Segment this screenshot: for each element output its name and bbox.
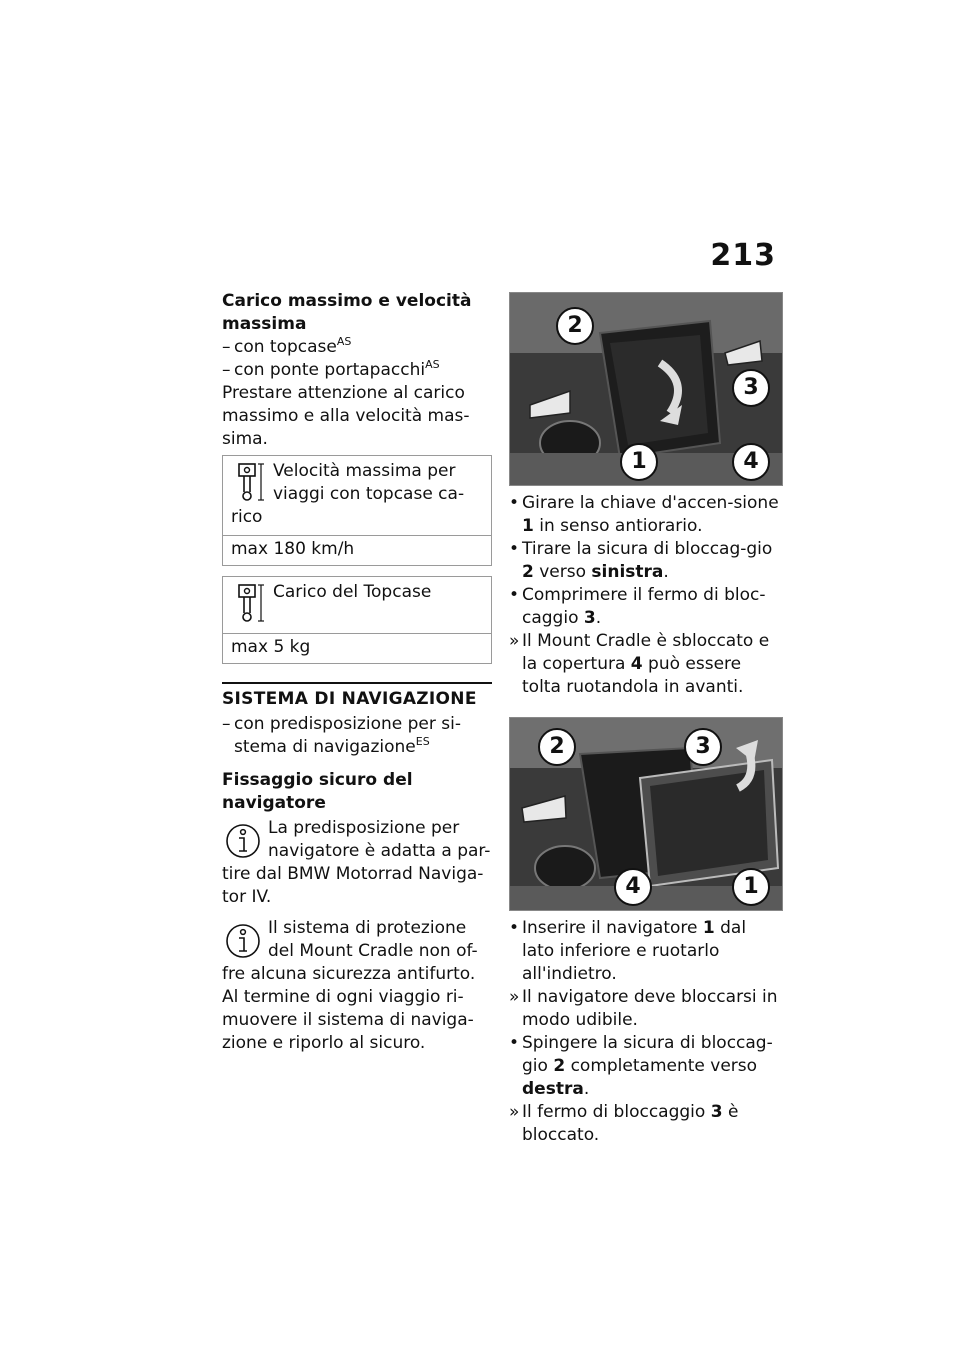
callout-2: 2 [538,728,576,766]
section-title-navigation: SISTEMA DI NAVIGAZIONE [222,682,492,711]
requirement-luggage-rack: – con ponte portapacchi$^{AS}$ [222,358,440,380]
spec-divider [222,566,492,577]
step-turn-key: • Girare la chiave d'accen-sione 1 in senso antiorario. [509,493,779,536]
callout-3: 3 [684,728,722,766]
info-note-anti-theft: Il sistema di protezione del Mount Cradle non of-fre alcuna sicurezza antifurto. Al termine di ogni viaggio ri-muovere il sistema di naviga-zione e riporlo al sicuro. [222,918,478,1053]
callout-4: 4 [614,868,652,906]
engine-piston-icon [231,581,267,625]
requirement-navigation: – con predisposizione per si-stema di navigazione$^{ES}$ [222,714,461,757]
info-icon [224,821,262,861]
step-result-unlocked: » Il Mount Cradle è sbloccato e la copertura 4 può essere tolta ruotandola in avanti. [509,631,770,697]
intro-text: Prestare attenzione al carico massimo e alla velocità mas-sima. [222,383,470,449]
spec-max-speed-label: Velocità massima per viaggi con topcase ca-rico [222,456,492,536]
step-result-locked: » Il fermo di bloccaggio 3 è bloccato. [509,1102,739,1145]
callout-4: 4 [732,443,770,481]
page-number: 213 [710,238,776,273]
info-icon [224,921,262,961]
callout-3: 3 [732,369,770,407]
left-column [222,290,492,1055]
info-note-compatibility: La predisposizione per navigatore è adatta a par-tire dal BMW Motorrad Naviga-tor IV. [222,818,491,907]
subheading-secure-navigator: Fissaggio sicuro del navigatore [222,770,413,813]
step-push-lock: • Spingere la sicura di bloccag-gio 2 completamente verso destra. [509,1033,773,1099]
heading-load-speed: Carico massimo e velocità massima [222,291,472,334]
spec-topcase-load-label: Carico del Topcase [222,577,492,634]
callout-2: 2 [556,307,594,345]
requirement-topcase: – con topcase$^{AS}$ [222,335,352,357]
callout-1: 1 [732,868,770,906]
step-pull-lock: • Tirare la sicura di bloccag-gio 2 verso sinistra. [509,539,773,582]
callout-1: 1 [620,443,658,481]
steps-lock [509,917,781,1147]
spec-table [222,455,492,664]
engine-piston-icon [231,460,267,504]
spec-topcase-load-value: max 5 kg [222,634,492,664]
step-result-click: » Il navigatore deve bloccarsi in modo udibile. [509,987,778,1030]
steps-unlock [509,492,781,699]
spec-max-speed-value: max 180 km/h [222,536,492,566]
step-insert-navigator: • Inserire il navigatore 1 dal lato inferiore e ruotarlo all'indietro. [509,918,747,984]
figure-insert-navigator [509,717,783,911]
step-press-latch: • Comprimere il fermo di bloc-caggio 3. [509,585,766,628]
figure-unlock-cradle [509,292,783,486]
right-column [509,292,781,1147]
